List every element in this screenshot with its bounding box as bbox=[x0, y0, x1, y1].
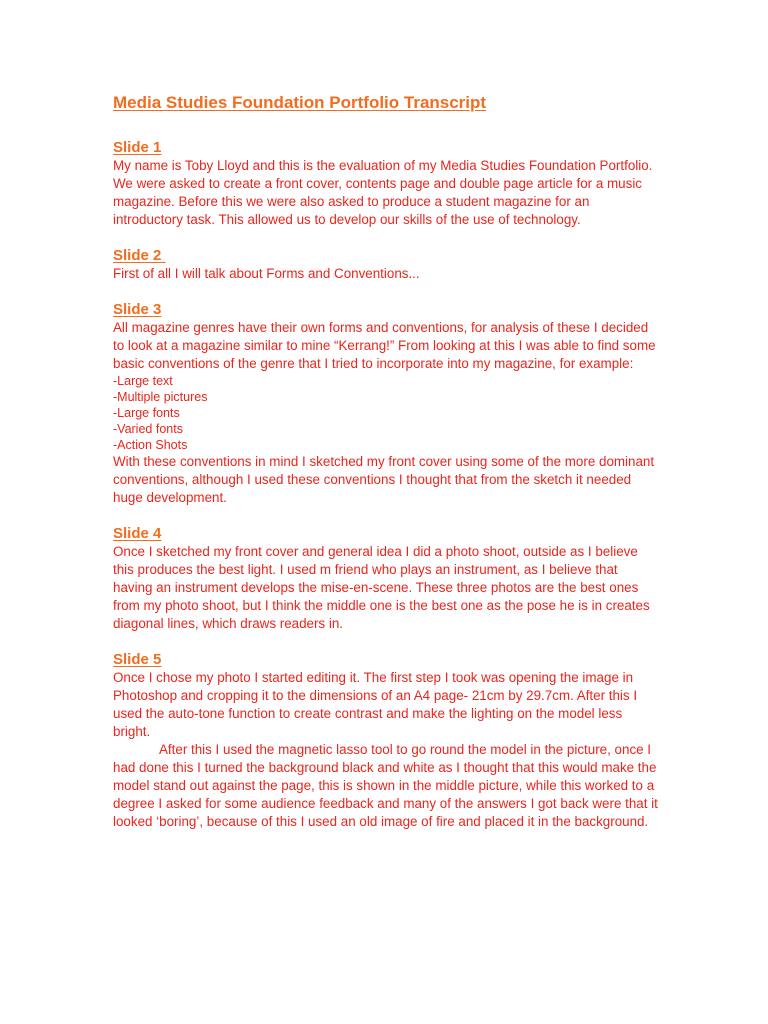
document-page bbox=[113, 92, 658, 831]
slide-2-section bbox=[113, 247, 658, 283]
slide-5-paragraph: Once I chose my photo I started editing it. The first step I took was opening the image in Photoshop and cropping it to the dimensions of an A4 page- 21cm by 29.7cm. After this I used the auto-tone function to create contrast and make the lighting on the model less bright. bbox=[113, 670, 638, 739]
conventions-list bbox=[113, 373, 658, 453]
list-item: -Large text bbox=[113, 374, 173, 388]
list-item: -Large fonts bbox=[113, 406, 180, 420]
slide-5-heading: Slide 5 bbox=[113, 651, 162, 668]
slide-1-section bbox=[113, 139, 658, 229]
slide-1-paragraph: My name is Toby Lloyd and this is the evaluation of my Media Studies Foundation Portfolio. We were asked to create a front cover, contents page and double page article for a music magazine. Before this we were also asked to produce a student magazine for an introductory task. This allowed us to develop our skills of the use of technology. bbox=[113, 158, 653, 227]
slide-4-section bbox=[113, 525, 658, 633]
slide-1-heading: Slide 1 bbox=[113, 139, 162, 156]
slide-3-paragraph: All magazine genres have their own forms and conventions, for analysis of these I decided to look at a magazine similar to mine “Kerrang!” From looking at this I was able to find some basic conventions of the genre that I tried to incorporate into my magazine, for example: bbox=[113, 320, 656, 371]
slide-5-section bbox=[113, 651, 658, 831]
list-item: -Varied fonts bbox=[113, 422, 183, 436]
slide-4-heading: Slide 4 bbox=[113, 525, 162, 542]
slide-3-section bbox=[113, 301, 658, 507]
list-item: -Action Shots bbox=[113, 438, 188, 452]
slide-3-heading: Slide 3 bbox=[113, 301, 162, 318]
slide-2-heading: Slide 2 bbox=[113, 247, 166, 264]
slide-4-paragraph: Once I sketched my front cover and general idea I did a photo shoot, outside as I believe this produces the best light. I used m friend who plays an instrument, as I believe that having an instrument develops the mise-en-scene. These three photos are the best ones from my photo shoot, but I think the middle one is the best one as the pose he is in creates diagonal lines, which draws readers in. bbox=[113, 544, 650, 631]
document-title: Media Studies Foundation Portfolio Transcript bbox=[113, 93, 487, 112]
slide-3-closing-paragraph: With these conventions in mind I sketched my front cover using some of the more dominant conventions, although I used these conventions I thought that from the sketch it needed huge development. bbox=[113, 454, 655, 505]
slide-5-indented-paragraph: After this I used the magnetic lasso tool to go round the model in the picture, once I had done this I turned the background black and white as I thought that this would make the model stand out against the page, this is shown in the middle picture, while this worked to a degree I asked for some audience feedback and many of the answers I got back were that it looked ‘boring’, because of this I used an old image of fire and placed it in the background. bbox=[113, 742, 658, 829]
slide-2-paragraph: First of all I will talk about Forms and Conventions... bbox=[113, 266, 420, 281]
list-item: -Multiple pictures bbox=[113, 390, 208, 404]
